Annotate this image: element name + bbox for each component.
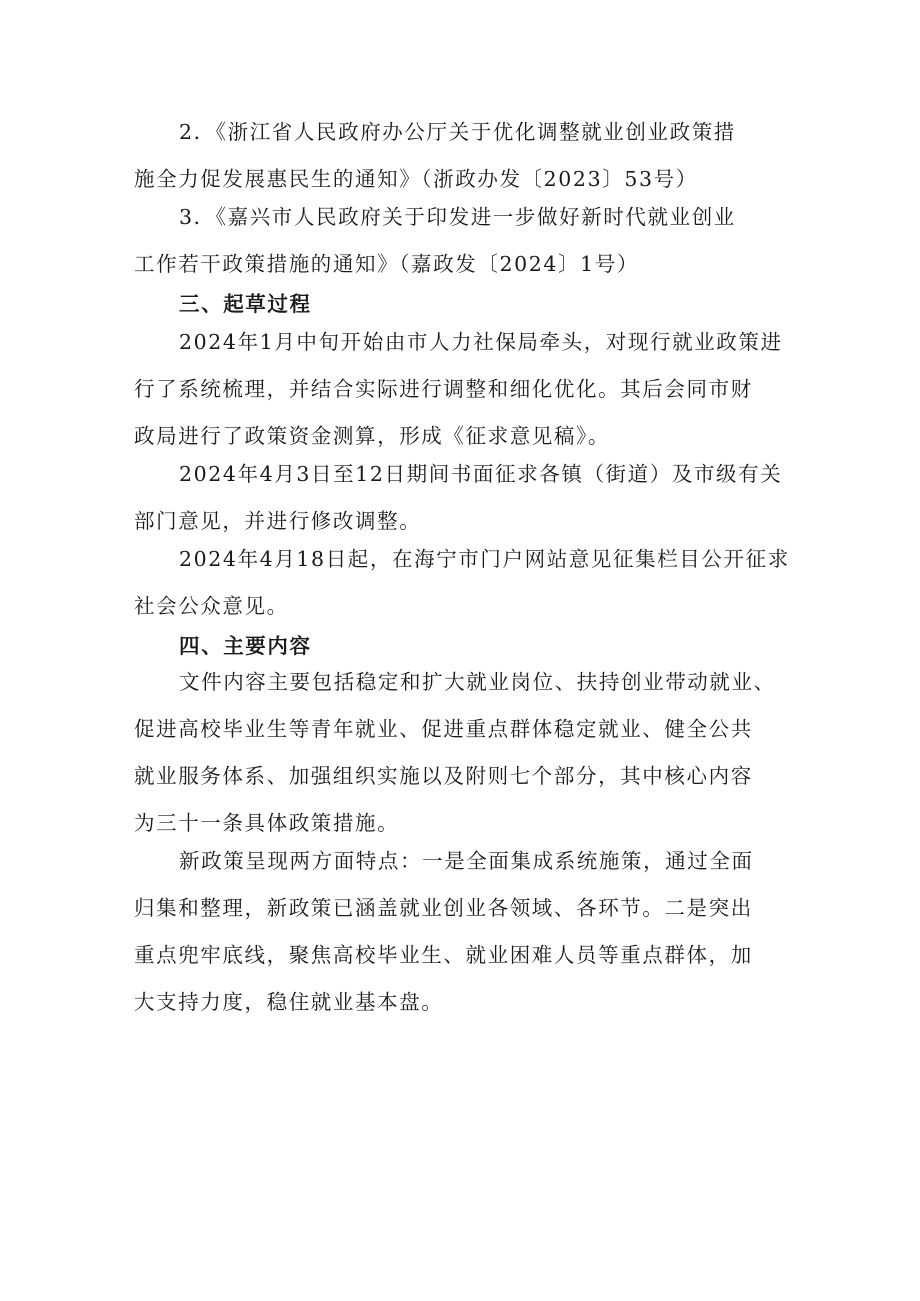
paragraph-content-1-line-1: 文件内容主要包括稳定和扩大就业岗位、扶持创业带动就业、 [179, 670, 776, 694]
section-heading-drafting-process: 三、起草过程 [179, 292, 312, 316]
paragraph-drafting-3-line-1: 2024年4月18日起，在海宁市门户网站意见征集栏目公开征求 [179, 547, 790, 571]
document-body [134, 118, 794, 1017]
ref-item-3-line-1: 3．《嘉兴市人民政府关于印发进一步做好新时代就业创业 [179, 205, 736, 229]
paragraph-content-1-line-3: 就业服务体系、加强组织实施以及附则七个部分，其中核心内容 [134, 764, 753, 788]
ref-item-2-line-2: 施全力促发展惠民生的通知》（浙政办发〔2023〕53号） [134, 167, 698, 191]
section-heading-main-content: 四、主要内容 [179, 634, 312, 658]
paragraph-drafting-2-line-1: 2024年4月3日至12日期间书面征求各镇（街道）及市级有关 [179, 462, 783, 486]
ref-item-3-line-2: 工作若干政策措施的通知》（嘉政发〔2024〕1号） [134, 252, 639, 276]
paragraph-content-2-line-3: 重点兜牢底线，聚焦高校毕业生、就业困难人员等重点群体，加 [134, 943, 753, 967]
paragraph-drafting-2-line-2: 部门意见，并进行修改调整。 [134, 509, 422, 533]
paragraph-drafting-3-line-2: 社会公众意见。 [134, 594, 289, 618]
paragraph-content-1-line-2: 促进高校毕业生等青年就业、促进重点群体稳定就业、健全公共 [134, 717, 753, 741]
paragraph-content-2-line-4: 大支持力度，稳住就业基本盘。 [134, 990, 444, 1014]
ref-item-2-line-1: 2．《浙江省人民政府办公厅关于优化调整就业创业政策措 [179, 120, 736, 144]
paragraph-content-2-line-2: 归集和整理，新政策已涵盖就业创业各领域、各环节。二是突出 [134, 896, 753, 920]
paragraph-drafting-1-line-1: 2024年1月中旬开始由市人力社保局牵头，对现行就业政策进 [179, 330, 783, 354]
paragraph-drafting-1-line-3: 政局进行了政策资金测算，形成《征求意见稿》。 [134, 424, 610, 448]
paragraph-drafting-1-line-2: 行了系统梳理，并结合实际进行调整和细化优化。其后会同市财 [134, 377, 753, 401]
paragraph-content-2-line-1: 新政策呈现两方面特点：一是全面集成系统施策，通过全面 [179, 849, 754, 873]
paragraph-content-1-line-4: 为三十一条具体政策措施。 [134, 811, 400, 835]
